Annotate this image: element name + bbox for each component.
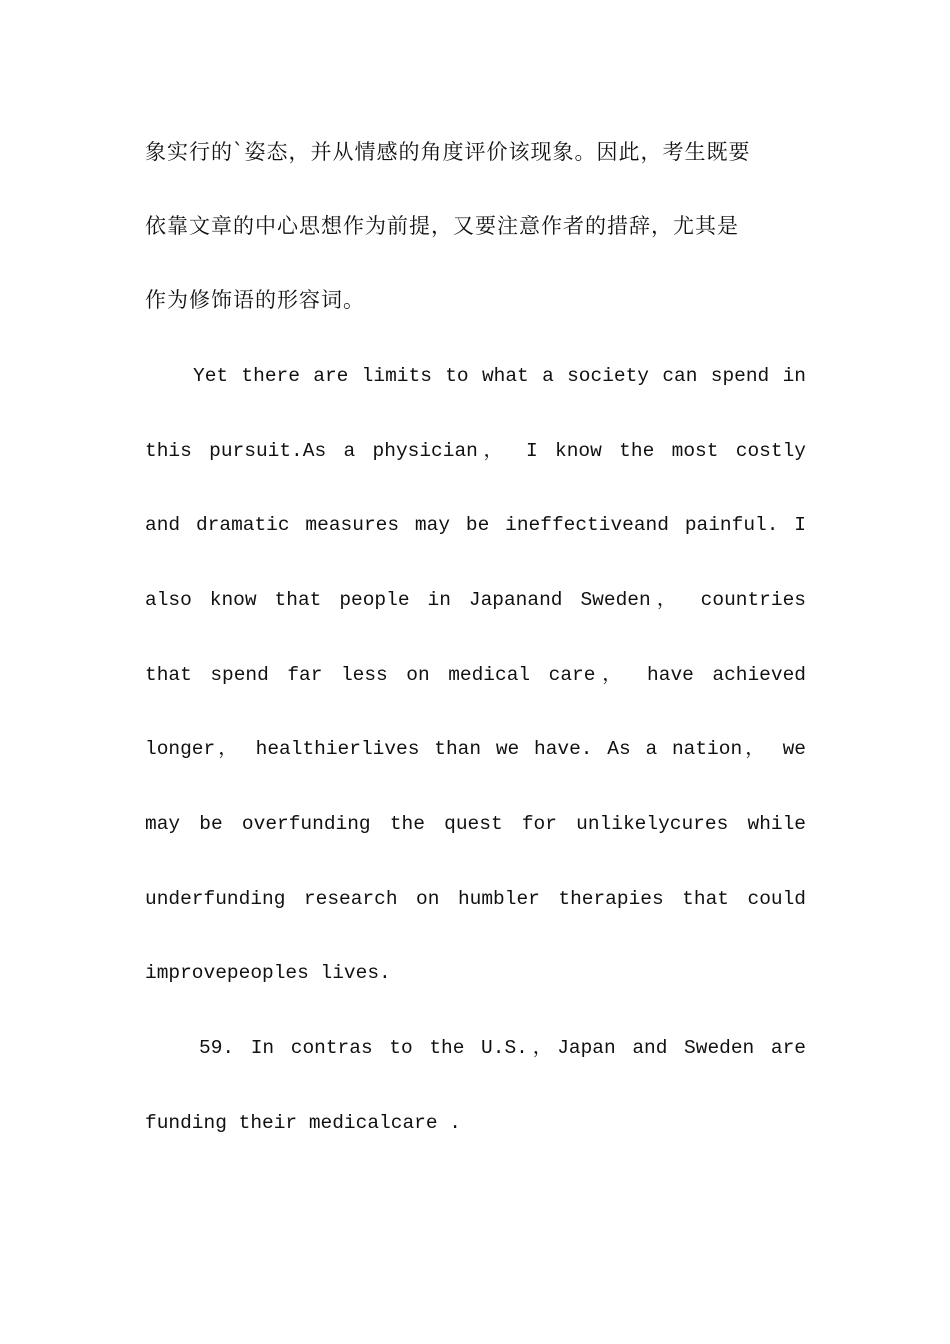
text-line: longer， healthierlives than we have. As a nation， we [145, 738, 806, 760]
text-line: 象实行的`姿态，并从情感的角度评价该现象。因此，考生既要 [145, 140, 751, 164]
text-line: this pursuit.As a physician， I know the most costly [145, 440, 806, 462]
text-line: funding their medicalcare . [145, 1112, 461, 1134]
text-line: that spend far less on medical care， have achieved [145, 664, 806, 686]
text-line: underfunding research on humbler therapies that could [145, 888, 806, 910]
text-line: also know that people in Japanand Sweden， countries [145, 589, 806, 611]
text-line: and dramatic measures may be ineffectiveand painful. I [145, 514, 806, 536]
text-line: may be overfunding the quest for unlikelycures while [145, 813, 806, 835]
text-line: Yet there are limits to what a society can spend in [193, 365, 806, 387]
text-line: 作为修饰语的形容词。 [145, 288, 365, 312]
text-line: 依靠文章的中心思想作为前提，又要注意作者的措辞，尤其是 [145, 214, 739, 238]
text-line: improvepeoples lives. [145, 962, 391, 984]
text-line: 59. In contras to the U.S.，Japan and Sweden are [199, 1037, 806, 1059]
